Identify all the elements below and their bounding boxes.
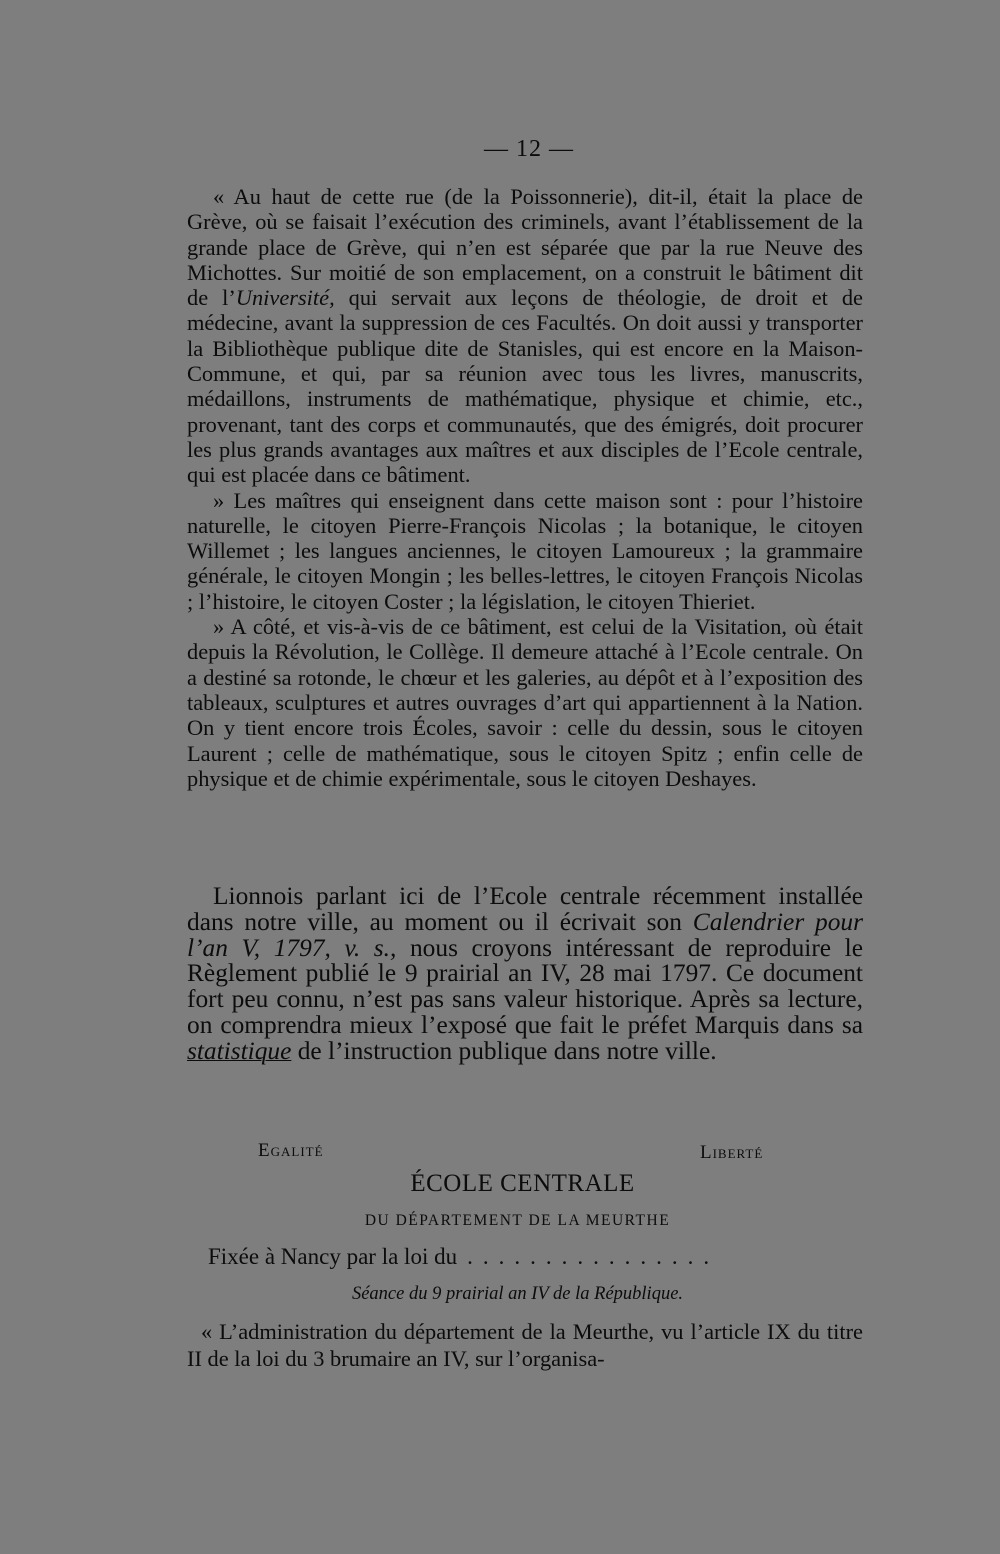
admin-paragraph-block [187, 1318, 863, 1372]
body-part-2: nous croyons intéressant de reproduire le Règlement publié le 9 prairial an IV, 28 mai 1797. Ce document fort peu connu, n’est pas sans valeur historique. Après sa lecture, on comprendra mieux l’exposé que fait le préfet Marquis dans sa [187, 933, 863, 1039]
page-number: — 12 — [484, 136, 574, 162]
admin-paragraph: « L’administration du département de la Meurthe, vu l’article IX du titre II de la loi du 3 brumaire an IV, sur l’organisa- [187, 1319, 863, 1371]
body-part-1: Lionnois parlant ici de l’Ecole centrale récemment installée dans notre ville, au moment ou il écrivait son [187, 882, 863, 936]
motto-liberte: Liberté [700, 1142, 764, 1163]
quote-p1-cont: qui servait aux leçons de théologie, de droit et de médecine, avant la suppression de ces Facultés. On doit aussi y transporter la Bibliothèque publique dite de Stanisles, qui est encore en la Maison-Commune, et qui, par sa réunion avec tous les livres, manuscrits, médaillons, instruments de mathématique, physique et chimie, etc., provenant, tant des corps et communautés, que des émigrés, doit procurer les plus grands avantages aux maîtres et aux disciples de l’Ecole centrale, qui est placée dans ce bâtiment. [187, 285, 863, 488]
school-title: ÉCOLE CENTRALE [410, 1170, 635, 1197]
fixed-text: Fixée à Nancy par la loi du [208, 1244, 458, 1269]
body-italic-title: Calendrier pour l’an V, 1797, v. s., [187, 907, 863, 962]
quote-paragraph-1 [187, 184, 863, 488]
body-part-3: de l’instruction publique dans notre ville. [291, 1036, 717, 1065]
motto-egalite: Egalité [258, 1140, 324, 1161]
body-paragraph-block [187, 884, 863, 1065]
seance-line: Séance du 9 prairial an IV de la République. [351, 1284, 684, 1304]
body-italic-statistique: statistique [187, 1036, 292, 1065]
body-paragraph [187, 884, 863, 1065]
fixed-dots: ................ [467, 1244, 720, 1269]
quotation-block [187, 184, 863, 791]
fixed-line [208, 1244, 836, 1270]
quote-paragraph-3: » A côté, et vis-à-vis de ce bâtiment, est celui de la Visitation, où était depuis la Révolution, le Collège. Il demeure attaché à l’Ecole centrale. On a destiné sa rotonde, le chœur et les galeries, au dépôt et à l’exposition des tableaux, sculptures et autres ouvrages d’art qui appartiennent à la Nation. On y tient encore trois Écoles, savoir : celle du dessin, sous le citoyen Laurent ; celle de mathématique, sous le citoyen Spitz ; enfin celle de physique et de chimie expérimentale, sous le citoyen Deshayes. [187, 614, 863, 791]
quote-paragraph-2: » Les maîtres qui enseignent dans cette maison sont : pour l’histoire naturelle, le citoyen Pierre-François Nicolas ; la botanique, le citoyen Willemet ; les langues anciennes, le citoyen Lamoureux ; la grammaire générale, le citoyen Mongin ; les belles-lettres, le citoyen François Nicolas ; l’histoire, le citoyen Coster ; la législation, le citoyen Thieriet. [187, 487, 863, 614]
school-subtitle: DU DÉPARTEMENT DE LA MEURTHE [364, 1212, 671, 1229]
quote-p1-italic: Université, [235, 285, 335, 311]
quote-p1-text: « Au haut de cette rue (de la Poissonnerie), dit-il, était la place de Grève, où se faisait l’exécution des criminels, avant l’établissement de la grande place de Grève, qui n’en est séparée que par la rue Neuve des Michottes. Sur moitié de son emplacement, on a construit le bâtiment dit de l’ [187, 184, 863, 311]
